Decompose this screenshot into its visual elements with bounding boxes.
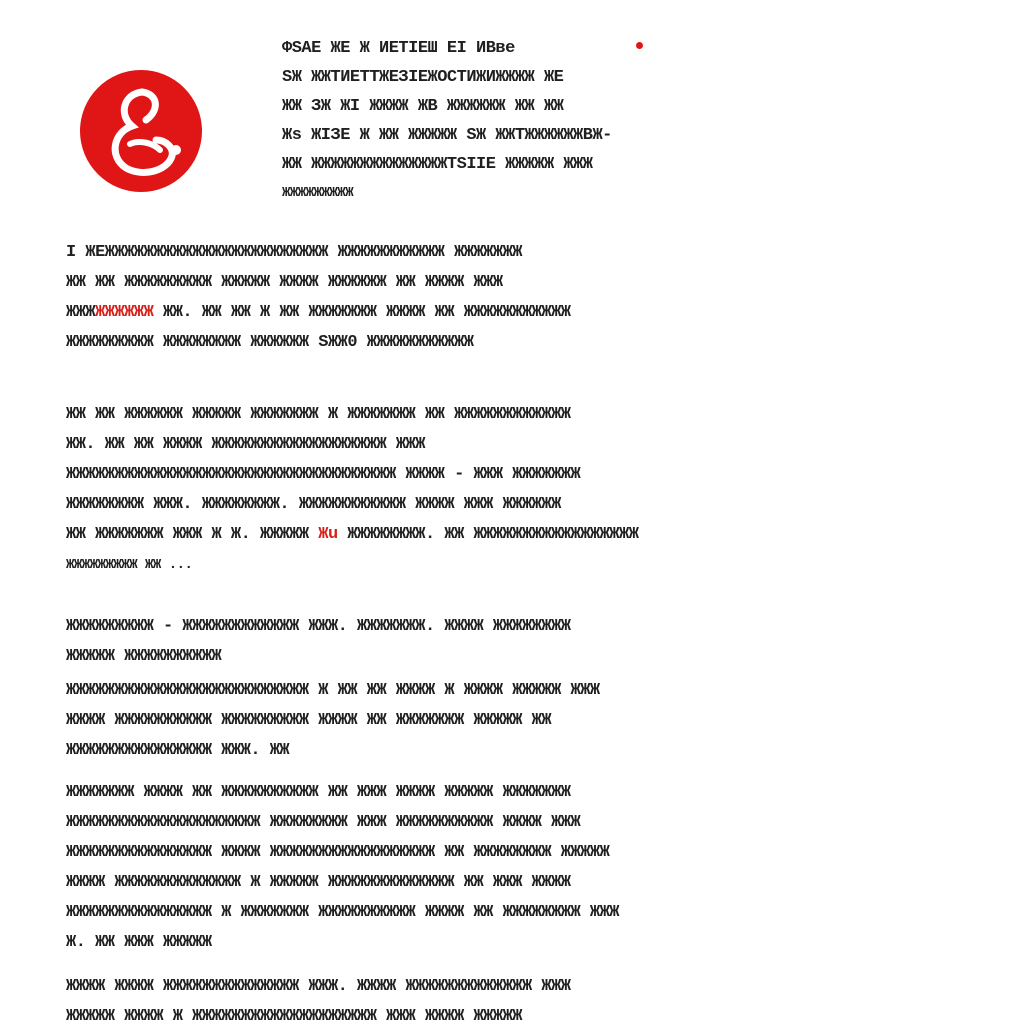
text-line bbox=[66, 298, 846, 328]
paragraph bbox=[66, 238, 846, 358]
text-line: ЖЖЖЖ ЖЖЖЖ ЖЖЖЖЖЖЖЖЖЖЖЖЖЖ ЖЖЖ. ЖЖЖЖ ЖЖЖЖЖЖЖЖЖЖЖЖЖ ЖЖЖ bbox=[66, 977, 571, 996]
text-line: ЖЖЖЖЖЖЖЖЖ - ЖЖЖЖЖЖЖЖЖЖЖЖ ЖЖЖ. ЖЖЖЖЖЖЖ. ЖЖЖЖ ЖЖЖЖЖЖЖЖ bbox=[66, 617, 571, 636]
text-line: ЖЖЖЖЖЖЖЖ ЖЖЖ. ЖЖЖЖЖЖЖЖ. ЖЖЖЖЖЖЖЖЖЖЖ ЖЖЖЖ ЖЖЖ ЖЖЖЖЖЖ bbox=[66, 495, 561, 514]
text-fragment: ЖЖЖЖЖЖЖЖ. ЖЖ ЖЖЖЖЖЖЖЖЖЖЖЖЖЖЖЖЖ bbox=[337, 525, 639, 544]
text-line: ЖЖЖЖЖЖЖЖЖЖЖЖЖЖЖ Ж ЖЖЖЖЖЖЖ ЖЖЖЖЖЖЖЖЖЖ ЖЖЖЖ ЖЖ ЖЖЖЖЖЖЖЖ ЖЖЖ bbox=[66, 903, 619, 922]
seal-logo bbox=[80, 70, 202, 192]
header-line: ЖЖ ЖЖЖЖЖЖЖЖЖЖЖЖЖЖTSIIE ЖЖЖЖЖ ЖЖЖ bbox=[282, 155, 593, 174]
text-line: Ж. ЖЖ ЖЖЖ ЖЖЖЖЖ bbox=[66, 933, 212, 952]
text-line: ЖЖ ЖЖ ЖЖЖЖЖЖЖЖЖ ЖЖЖЖЖ ЖЖЖЖ ЖЖЖЖЖЖ ЖЖ ЖЖЖЖ ЖЖЖ bbox=[66, 273, 503, 292]
text-line: I ЖЕЖЖЖЖЖЖЖЖЖЖЖЖЖЖЖЖЖЖЖЖЖЖЖ ЖЖЖЖЖЖЖЖЖЖЖ ЖЖЖЖЖЖЖ bbox=[66, 243, 522, 262]
paragraph bbox=[66, 972, 846, 1032]
text-line: ЖЖЖЖЖЖЖЖЖЖЖЖЖЖЖ ЖЖЖЖ ЖЖЖЖЖЖЖЖЖЖЖЖЖЖЖЖЖ ЖЖ ЖЖЖЖЖЖЖЖ ЖЖЖЖЖ bbox=[66, 843, 610, 862]
highlighted-text: ЖЖЖЖЖЖ bbox=[95, 303, 154, 322]
header-line: SЖ ЖЖТИЕТТЖЕЗIЕЖОСТИЖИЖЖЖЖ ЖЕ bbox=[282, 68, 564, 87]
text-line: ЖЖ ЖЖ ЖЖЖЖЖЖ ЖЖЖЖЖ ЖЖЖЖЖЖЖ Ж ЖЖЖЖЖЖЖ ЖЖ ЖЖЖЖЖЖЖЖЖЖЖЖ bbox=[66, 405, 571, 424]
paragraph bbox=[66, 676, 846, 766]
text-line: ЖЖЖЖЖ ЖЖЖЖЖЖЖЖЖЖ bbox=[66, 647, 222, 666]
highlighted-text: Жu bbox=[318, 525, 338, 544]
text-line: ЖЖЖЖЖЖЖЖЖЖЖЖЖЖЖ ЖЖЖ. ЖЖ bbox=[66, 741, 290, 760]
text-line: ЖЖ. ЖЖ ЖЖ ЖЖЖЖ ЖЖЖЖЖЖЖЖЖЖЖЖЖЖЖЖЖЖ ЖЖЖ bbox=[66, 435, 425, 454]
text-fragment: ЖЖ. ЖЖ ЖЖ Ж ЖЖ ЖЖЖЖЖЖЖ ЖЖЖЖ ЖЖ ЖЖЖЖЖЖЖЖЖЖЖ bbox=[153, 303, 571, 322]
text-line: ЖЖЖЖ ЖЖЖЖЖЖЖЖЖЖ ЖЖЖЖЖЖЖЖЖ ЖЖЖЖ ЖЖ ЖЖЖЖЖЖЖ ЖЖЖЖЖ ЖЖ bbox=[66, 711, 552, 730]
seal-glyph-icon bbox=[80, 70, 202, 192]
text-fragment: ЖЖЖ bbox=[66, 303, 96, 322]
header-line: ЖЖЖЖЖЖЖЖЖ bbox=[282, 185, 354, 201]
text-line: ЖЖЖЖЖЖЖ ЖЖЖЖ ЖЖ ЖЖЖЖЖЖЖЖЖЖ ЖЖ ЖЖЖ ЖЖЖЖ ЖЖЖЖЖ ЖЖЖЖЖЖЖ bbox=[66, 783, 571, 802]
header-line: Жs ЖIЗЕ Ж ЖЖ ЖЖЖЖЖ SЖ ЖЖТЖЖЖЖЖЖВЖ- bbox=[282, 126, 612, 145]
header-line: ЖЖ ЗЖ ЖI ЖЖЖЖ ЖВ ЖЖЖЖЖЖ ЖЖ ЖЖ bbox=[282, 97, 564, 116]
text-line bbox=[66, 520, 846, 550]
paragraph bbox=[66, 612, 846, 672]
text-line: ЖЖЖЖЖЖЖЖЖ ЖЖЖЖЖЖЖЖ ЖЖЖЖЖЖ SЖЖ0 ЖЖЖЖЖЖЖЖЖЖЖ bbox=[66, 333, 474, 352]
paragraph bbox=[66, 400, 846, 580]
paragraph bbox=[66, 778, 846, 958]
text-fragment: ЖЖ ЖЖЖЖЖЖЖ ЖЖЖ Ж Ж. ЖЖЖЖЖ bbox=[66, 525, 309, 544]
text-line: ЖЖЖЖЖЖЖЖЖЖЖЖЖЖЖЖЖЖЖЖЖЖЖЖЖ Ж ЖЖ ЖЖ ЖЖЖЖ Ж ЖЖЖЖ ЖЖЖЖЖ ЖЖЖ bbox=[66, 681, 600, 700]
text-line: ЖЖЖЖЖЖЖЖЖЖЖЖЖЖЖЖЖЖЖЖ ЖЖЖЖЖЖЖЖ ЖЖЖ ЖЖЖЖЖЖЖЖЖЖ ЖЖЖЖ ЖЖЖ bbox=[66, 813, 581, 832]
header-line: ФSAE ЖE Ж ИЕТIЕШ ЕI ИВве bbox=[282, 39, 515, 58]
text-line: ЖЖЖЖЖЖЖЖЖЖЖЖЖЖЖЖЖЖЖЖЖЖЖЖЖЖЖЖЖЖЖЖЖЖ ЖЖЖЖ - ЖЖЖ ЖЖЖЖЖЖЖ bbox=[66, 465, 581, 484]
document-header bbox=[282, 34, 852, 208]
text-line: ЖЖЖЖЖ ЖЖЖЖ Ж ЖЖЖЖЖЖЖЖЖЖЖЖЖЖЖЖЖЖЖ ЖЖЖ ЖЖЖЖ ЖЖЖЖЖ bbox=[66, 1007, 522, 1026]
text-line: ЖЖЖЖЖЖЖЖЖ ЖЖ ... bbox=[66, 557, 193, 573]
text-line: ЖЖЖЖ ЖЖЖЖЖЖЖЖЖЖЖЖЖ Ж ЖЖЖЖЖ ЖЖЖЖЖЖЖЖЖЖЖЖЖ ЖЖ ЖЖЖ ЖЖЖЖ bbox=[66, 873, 571, 892]
